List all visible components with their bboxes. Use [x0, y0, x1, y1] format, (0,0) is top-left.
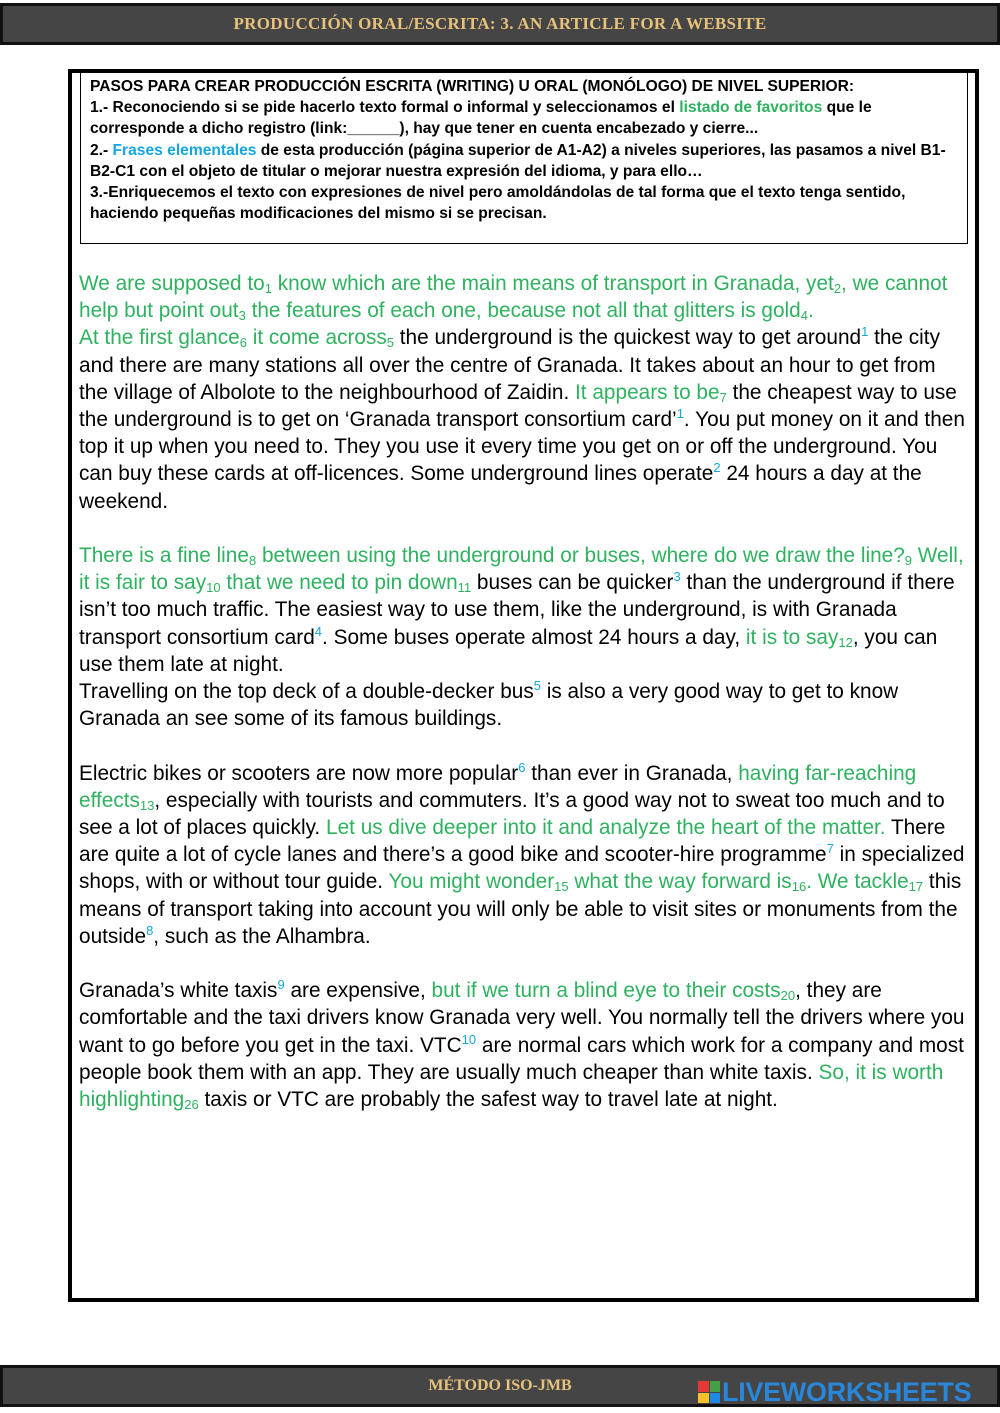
expression-number: 2: [833, 281, 842, 296]
favorites-list-link[interactable]: listado de favoritos: [679, 99, 823, 117]
expression-number: 16: [791, 879, 807, 895]
highlighted-expression: having far-reaching effects: [79, 761, 917, 812]
header-banner: [0, 3, 1000, 45]
highlighted-expression: but if we turn a blind eye to their costs: [431, 979, 781, 1003]
highlighted-expression: At the first glance: [79, 326, 240, 350]
text-segment: this means of transport taking into account you will only be able to visit sites or monuments from the outside: [79, 870, 962, 948]
footer-method: MÉTODO ISO-JMB: [428, 1377, 572, 1394]
expression-number: 26: [184, 1097, 199, 1113]
elementary-phrases-link[interactable]: Frases elementales: [112, 141, 257, 159]
footnote-reference: 3: [673, 569, 681, 585]
liveworksheets-logo-icon: [698, 1381, 720, 1403]
footnote-reference: 6: [518, 759, 526, 775]
text-segment: Electric bikes or scooters are now more popular: [79, 761, 519, 785]
footnote-reference: 1: [676, 406, 684, 422]
highlighted-expression: You might wonder: [388, 870, 555, 894]
text-segment: the cheapest way to use the underground is to get on ‘Granada transport consortium card’: [79, 380, 957, 432]
highlighted-expression: that we need to pin down: [220, 571, 458, 595]
instructions-step-2: [90, 140, 958, 182]
footnote-reference: 9: [277, 977, 285, 993]
expression-number: 3: [238, 308, 246, 324]
instructions-title: PASOS PARA CREAR PRODUCCIÓN ESCRITA (WRITING) U ORAL (MONÓLOGO) DE NIVEL SUPERIOR:: [90, 78, 855, 95]
text-segment: .: [807, 299, 814, 323]
text-segment: We are supposed to: [79, 272, 265, 295]
text-segment: que le corresponde a dicho registro (link:______), hay que tener en cuenta encabezado y cierre...: [90, 99, 872, 138]
highlighted-expression: it is to say: [745, 625, 839, 649]
text-segment: buses can be quicker: [471, 571, 674, 595]
article-paragraph-2: [79, 324, 969, 514]
expression-number: 5: [386, 335, 394, 351]
text-segment: taxis or VTC are probably the safest way to travel late at night.: [198, 1088, 778, 1112]
expression-number: 12: [838, 634, 853, 650]
text-segment: There are quite a lot of cycle lanes and there’s a good bike and scooter-hire programme: [79, 816, 946, 867]
text-segment: the features of each one, because not all that glitters is gold: [245, 299, 801, 323]
highlighted-expression: It appears to be: [575, 380, 720, 404]
expression-number: 15: [554, 879, 569, 895]
header-title: PRODUCCIÓN ORAL/ESCRITA: 3. AN ARTICLE FOR A WEBSITE: [233, 14, 767, 33]
text-segment: Granada’s white taxis: [79, 979, 278, 1003]
text-segment: . You put money on it and then top it up when you need to. They you use it every time you get on or off the underground. You can buy these cards at off-licences. Some underground lines operate: [79, 408, 965, 486]
expression-number: 17: [908, 879, 924, 895]
text-segment: . Some buses operate almost 24 hours a day,: [322, 625, 746, 649]
expression-number: 13: [139, 797, 155, 813]
article-paragraph-4: [79, 760, 969, 950]
article-paragraph-3: [79, 542, 969, 732]
highlighted-expression: Well, it is fair to say: [79, 544, 964, 595]
highlighted-expression: what the way forward is: [568, 870, 792, 894]
footnote-reference: 5: [533, 678, 541, 694]
expression-number: 6: [239, 335, 247, 351]
highlighted-expression: between using the underground or buses, where do we draw the line?: [256, 544, 905, 568]
article-paragraph-1: [79, 270, 969, 324]
text-segment: de esta producción (página superior de A1-A2) a niveles superiores, las pasamos a nivel B1-B2-C1 con el objeto de titular o mejorar nuestra expresión del idioma, y para ello…: [90, 141, 946, 180]
expression-number: 9: [904, 553, 912, 569]
footnote-reference: 8: [146, 922, 154, 938]
text-segment: know which are the main means of transport in Granada, yet: [272, 272, 834, 295]
highlighted-expression: . We tackle: [806, 870, 909, 894]
text-segment: are normal cars which work for a company and most people book them with an app. They are usually much cheaper than white taxis.: [79, 1033, 964, 1084]
expression-number: 1: [264, 281, 272, 296]
text-segment: , we cannot help but point out: [79, 272, 948, 323]
text-segment: the city and there are many stations all over the centre of Granada. It takes about an hour to get from the village of Albolote to the neighbourhood of Zaidin.: [79, 326, 940, 404]
text-segment: than the underground if there isn’t too much traffic. The easiest way to use them, like the underground, is with Granada transport consortium card: [79, 571, 955, 649]
footnote-reference: 7: [826, 841, 834, 857]
liveworksheets-logo-text: LIVEWORKSHEETS: [722, 1376, 972, 1407]
footnote-reference: 4: [314, 623, 323, 639]
text-segment: , such as the Alhambra.: [153, 924, 371, 948]
expression-number: 8: [248, 553, 257, 569]
expression-number: 4: [800, 308, 808, 324]
expression-number: 11: [457, 580, 472, 596]
instructions-step-1: [90, 97, 958, 139]
text-segment: are expensive,: [284, 979, 432, 1003]
text-segment: in specialized shops, with or without tour guide.: [79, 843, 965, 894]
instructions-step-3: 3.-Enriquecemos el texto con expresiones de nivel pero amoldándolas de tal forma que el texto tenga sentido, haciendo pequeñas modificaciones del mismo si se precisan.: [90, 184, 906, 223]
text-segment: than ever in Granada,: [525, 761, 739, 785]
text-segment: , they are comfortable and the taxi drivers know Granada very well. You normally tell the drivers where you want to go before you get in the taxi. VTC: [79, 979, 965, 1057]
text-segment: is also a very good way to get to know Granada an see some of its famous buildings.: [79, 680, 899, 731]
highlighted-expression: So, it is worth highlighting: [79, 1060, 944, 1112]
footnote-reference: 2: [713, 460, 721, 476]
footnote-reference: 10: [461, 1031, 477, 1047]
footnote-reference: 1: [861, 324, 869, 340]
text-segment: Travelling on the top deck of a double-decker bus: [79, 680, 534, 704]
text-segment: 24 hours a day at the weekend.: [79, 462, 922, 513]
text-segment: , you can use them late at night.: [79, 625, 938, 676]
highlighted-expression: Let us dive deeper into it and analyze the heart of the matter.: [326, 816, 886, 840]
text-segment: , especially with tourists and commuters. It’s a good way not to sweat too much and to see a lot of places quickly.: [79, 788, 945, 840]
text-segment: the underground is the quickest way to get around: [394, 326, 862, 350]
liveworksheets-logo: [698, 1376, 972, 1407]
text-segment: 1.- Reconociendo si se pide hacerlo texto formal o informal y seleccionamos el: [90, 99, 680, 117]
expression-number: 10: [206, 580, 221, 596]
article-paragraph-5: [79, 977, 969, 1113]
instructions-box: [80, 72, 968, 244]
text-segment: 2.-: [90, 141, 113, 159]
article-body: [79, 270, 969, 1113]
expression-number: 20: [780, 988, 796, 1004]
highlighted-expression: it come across: [246, 326, 387, 350]
expression-number: 7: [719, 389, 727, 405]
highlighted-expression: There is a fine line: [79, 544, 249, 568]
